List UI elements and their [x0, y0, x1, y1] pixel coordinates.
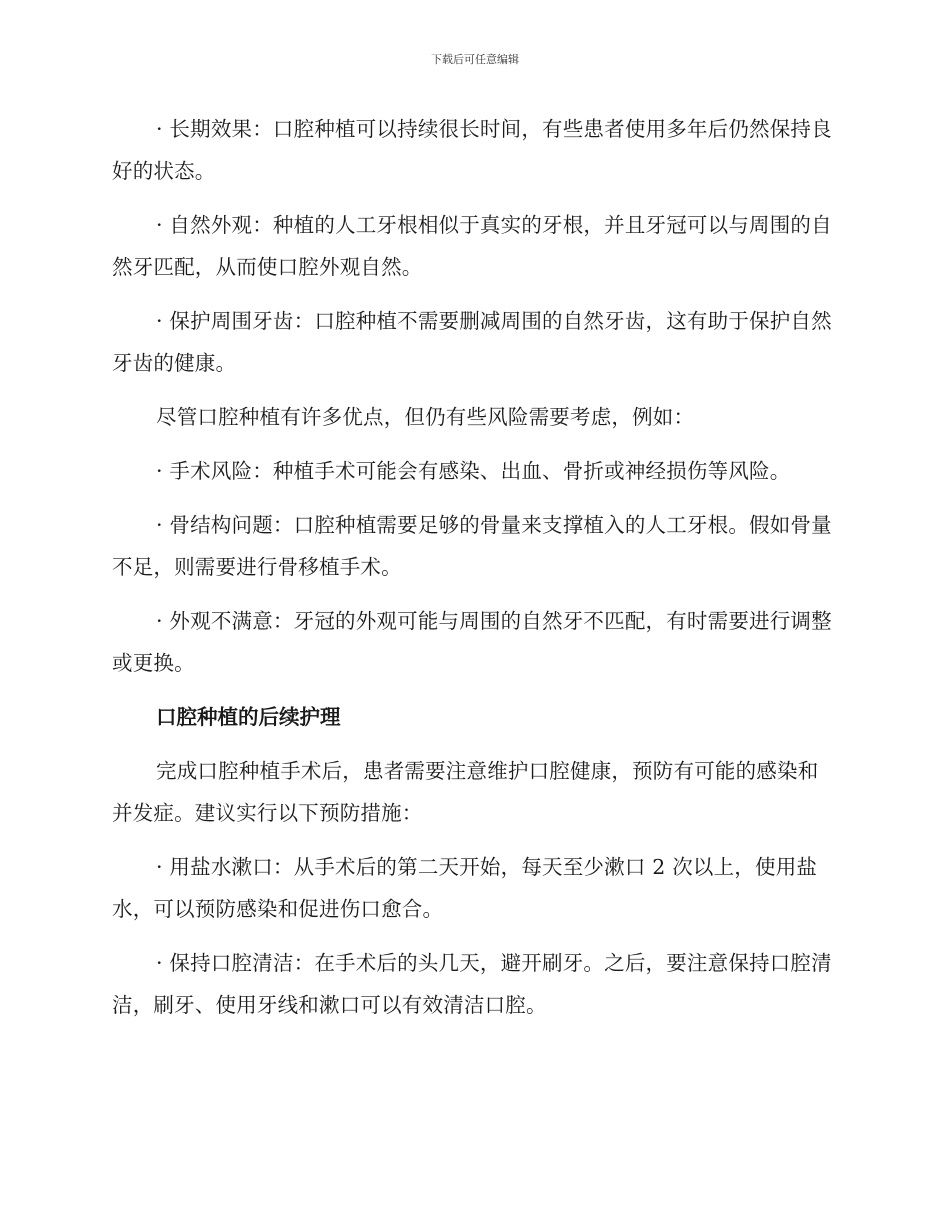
paragraph-appearance-dissatisfaction: · 外观不满意：牙冠的外观可能与周围的自然牙不匹配，有时需要进行调整或更换。 [112, 609, 832, 675]
paragraph-protect-teeth: · 保护周围牙齿：口腔种植不需要删减周围的自然牙齿，这有助于保护自然牙齿的健康。 [112, 309, 832, 375]
paragraph-bone-structure: · 骨结构问题：口腔种植需要足够的骨量来支撑植入的人工牙根。假如骨量不足，则需要进行骨移植手术。 [112, 513, 832, 579]
paragraph-surgery-risk: · 手术风险：种植手术可能会有感染、出血、骨折或神经损伤等风险。 [156, 459, 791, 483]
paragraph-long-term-effect: · 长期效果：口腔种植可以持续很长时间，有些患者使用多年后仍然保持良好的状态。 [112, 117, 832, 183]
paragraph-natural-appearance: · 自然外观：种植的人工牙根相似于真实的牙根，并且牙冠可以与周围的自然牙匹配，从而使口腔外观自然。 [112, 213, 832, 279]
paragraph-salt-water-rinse: · 用盐水漱口：从手术后的第二天开始，每天至少漱口 2 次以上，使用盐水，可以预防感染和促进伤口愈合。 [112, 855, 818, 921]
page-header: 下载后可任意编辑 [431, 53, 519, 66]
paragraph-aftercare-intro: 完成口腔种植手术后，患者需要注意维护口腔健康，预防有可能的感染和并发症。建议实行以下预防措施： [112, 759, 819, 825]
paragraph-oral-hygiene: · 保持口腔清洁：在手术后的头几天，避开刷牙。之后，要注意保持口腔清洁，刷牙、使用牙线和漱口可以有效清洁口腔。 [112, 951, 832, 1017]
document-body [112, 108, 832, 1038]
section-heading: 口腔种植的后续护理 [156, 705, 341, 729]
paragraph-risks-intro: 尽管口腔种植有许多优点，但仍有些风险需要考虑，例如： [156, 405, 695, 429]
